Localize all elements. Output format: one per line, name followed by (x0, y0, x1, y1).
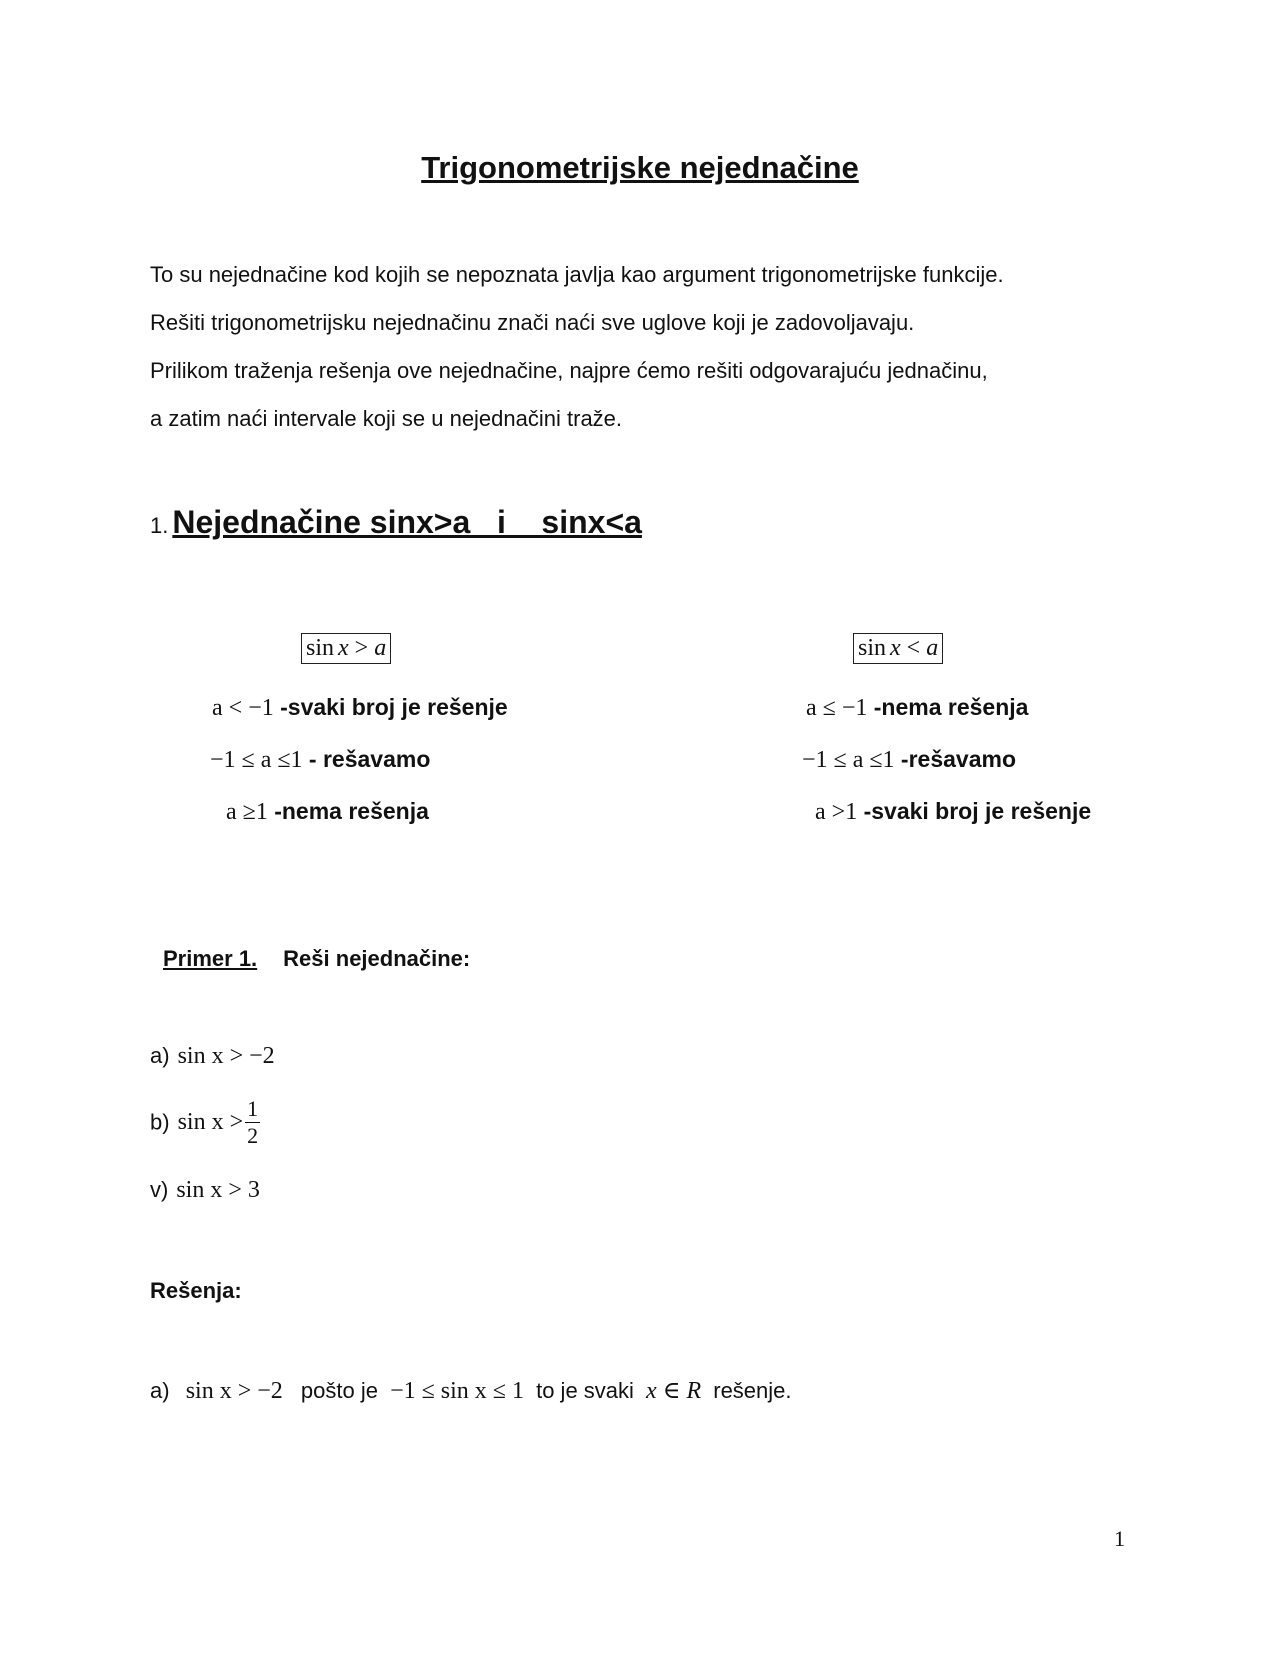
rule-text: -rešavamo (900, 746, 1016, 772)
intro-line-1: To su nejednačine kod kojih se nepoznata javlja kao argument trigonometrijske funkcije. (150, 262, 1004, 287)
solution-text-3: rešenje. (713, 1378, 792, 1403)
example-item-b (150, 1096, 260, 1149)
right-rule-3 (815, 798, 1091, 826)
item-math: sin x > (177, 1109, 244, 1135)
section-heading (150, 504, 642, 541)
example-item-a (150, 1043, 275, 1070)
rule-math: −1 ≤ a ≤1 (210, 747, 303, 773)
left-rule-3 (226, 798, 429, 826)
item-math: sin x > 3 (176, 1177, 260, 1203)
item-label: b) (150, 1109, 170, 1135)
rule-math: −1 ≤ a ≤1 (802, 747, 895, 773)
right-rule-1 (806, 694, 1028, 722)
solution-math-3: x ∈ R (646, 1378, 702, 1404)
box-rhs: a (926, 635, 939, 661)
example-text: Reši nejednačine: (283, 946, 471, 971)
fraction (245, 1096, 260, 1149)
right-boxed-inequality (853, 633, 943, 664)
solution-label: a) (150, 1378, 170, 1403)
intro-line-4: a zatim naći intervale koji se u nejednačini traže. (150, 406, 623, 431)
example-label: Primer 1. (163, 946, 258, 971)
section-number: 1. (150, 513, 169, 538)
intro-line-2: Rešiti trigonometrijsku nejednačinu znači naći sve uglove koji je zadovoljavaju. (150, 310, 915, 335)
page-title: Trigonometrijske nejednačine (421, 150, 859, 185)
item-label: a) (150, 1043, 170, 1068)
rule-math: a < −1 (212, 695, 274, 721)
rule-math: a ≤ −1 (806, 695, 868, 721)
rule-text: - rešavamo (308, 746, 431, 772)
solution-text-1: pošto je (300, 1378, 378, 1403)
rule-text: -svaki broj je rešenje (863, 798, 1092, 824)
section-title: Nejednačine sinx>a i sinx<a (172, 504, 642, 540)
solution-text-2: to je svaki (536, 1378, 634, 1403)
box-rhs: a (374, 635, 387, 661)
solutions-heading: Rešenja: (150, 1278, 242, 1303)
solution-a (150, 1376, 792, 1405)
left-boxed-inequality (301, 633, 391, 664)
solution-math-2: −1 ≤ sin x ≤ 1 (390, 1378, 524, 1404)
box-rel: > (348, 635, 375, 661)
example-item-v (150, 1177, 260, 1204)
item-label: v) (150, 1177, 169, 1202)
item-math: sin x > −2 (177, 1043, 275, 1069)
box-var: x (338, 635, 349, 661)
fraction-numerator: 1 (247, 1096, 259, 1121)
rule-math: a >1 (815, 799, 858, 825)
example-heading (163, 946, 470, 972)
fraction-denominator: 2 (247, 1123, 259, 1148)
page-number: 1 (1114, 1526, 1125, 1551)
box-fn: sin (858, 635, 887, 661)
left-rule-2 (210, 746, 430, 774)
right-rule-2 (802, 746, 1016, 774)
rule-text: -nema rešenja (873, 694, 1029, 720)
box-rel: < (900, 635, 927, 661)
rule-math: a ≥1 (226, 799, 268, 825)
left-rule-1 (212, 694, 508, 722)
box-fn: sin (306, 635, 335, 661)
intro-line-3: Prilikom traženja rešenja ove nejednačine, najpre ćemo rešiti odgovarajuću jednačinu, (150, 358, 988, 383)
rule-text: -nema rešenja (274, 798, 429, 824)
solution-math-1: sin x > −2 (185, 1378, 283, 1404)
box-var: x (890, 635, 901, 661)
rule-text: -svaki broj je rešenje (280, 694, 508, 720)
